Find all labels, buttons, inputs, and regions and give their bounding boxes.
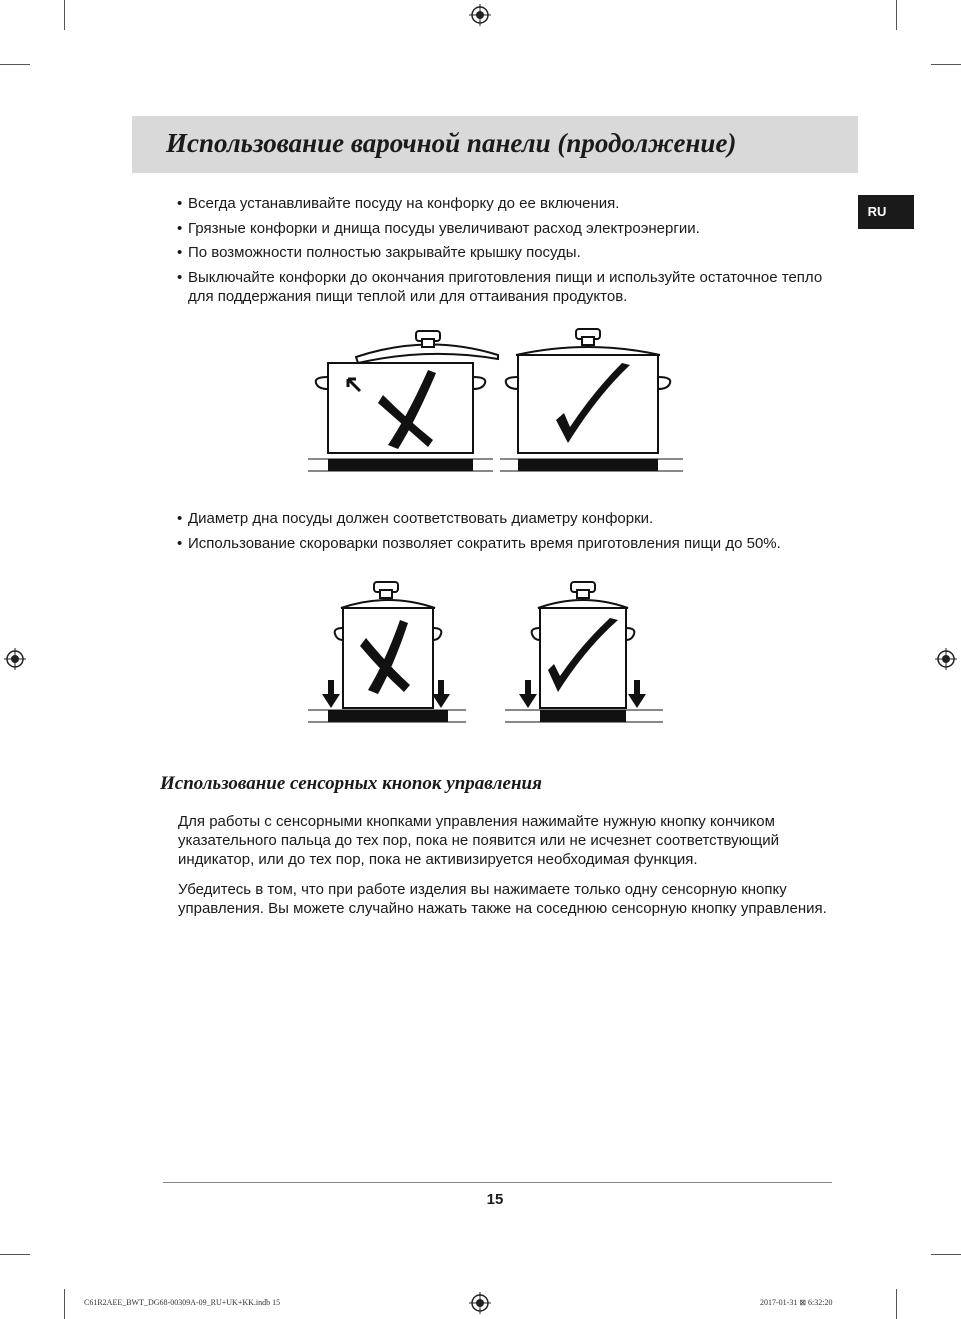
crop-mark: [64, 0, 65, 30]
imprint-timestamp: 2017-01-31 ⊠ 6:32:20: [760, 1298, 833, 1307]
bullet-list-middle: [177, 509, 838, 558]
crop-mark: [931, 1254, 961, 1255]
crop-mark: [896, 1289, 897, 1319]
page-number: 15: [486, 1191, 504, 1208]
arrow-down-icon: [519, 680, 537, 708]
registration-mark-icon: [4, 648, 26, 670]
registration-mark-icon: [935, 648, 957, 670]
list-item: • По возможности полностью закрывайте крышку посуды.: [177, 243, 838, 262]
language-tab: RU: [858, 195, 914, 229]
pot-too-small: [335, 582, 442, 708]
arrow-down-icon: [628, 680, 646, 708]
list-item: • Использование скороварки позволяет сократить время приготовления пищи до 50%.: [177, 534, 838, 553]
list-item: • Грязные конфорки и днища посуды увеличивают расход электроэнергии.: [177, 219, 838, 238]
crop-mark: [896, 0, 897, 30]
crop-mark: [0, 64, 30, 65]
pot-lid-open: [316, 331, 498, 453]
registration-mark-icon: [469, 1292, 491, 1314]
paragraph: Для работы с сенсорными кнопками управления нажимайте нужную кнопку кончиком указательного пальца до тех пор, пока не появится или не исчезнет соответствующий индикатор, или до тех пор, пока не активизируется необходимая функция.: [178, 813, 780, 868]
bullet-list-top: [177, 194, 838, 311]
arrow-down-icon: [432, 680, 450, 708]
header-banner: [132, 116, 858, 173]
crop-mark: [931, 64, 961, 65]
section-title: Использование сенсорных кнопок управления: [160, 773, 542, 794]
lid-comparison-illustration: [308, 325, 683, 475]
pot-lid-closed: [506, 329, 671, 453]
imprint-file-name: C61R2AEE_BWT_DG68-00309A-09_RU+UK+KK.indb 15: [84, 1298, 281, 1307]
list-item: • Диаметр дна посуды должен соответствовать диаметру конфорки.: [177, 509, 838, 528]
list-item: • Всегда устанавливайте посуду на конфорку до ее включения.: [177, 194, 838, 213]
arrow-down-icon: [322, 680, 340, 708]
crop-mark: [0, 1254, 30, 1255]
diameter-comparison-illustration: [308, 580, 663, 725]
crop-mark: [64, 1289, 65, 1319]
paragraph: Убедитесь в том, что при работе изделия вы нажимаете только одну сенсорную кнопку управления. Вы можете случайно нажать также на соседнюю сенсорную кнопку управления.: [178, 881, 827, 917]
footer-divider: [163, 1182, 832, 1183]
registration-mark-icon: [469, 4, 491, 26]
page-title: Использование варочной панели (продолжение): [166, 128, 737, 158]
list-item: • Выключайте конфорки до окончания приготовления пищи и используйте остаточное тепло для поддержания пищи теплой или для оттаивания продуктов.: [177, 268, 838, 306]
pot-correct-size: [532, 582, 635, 708]
